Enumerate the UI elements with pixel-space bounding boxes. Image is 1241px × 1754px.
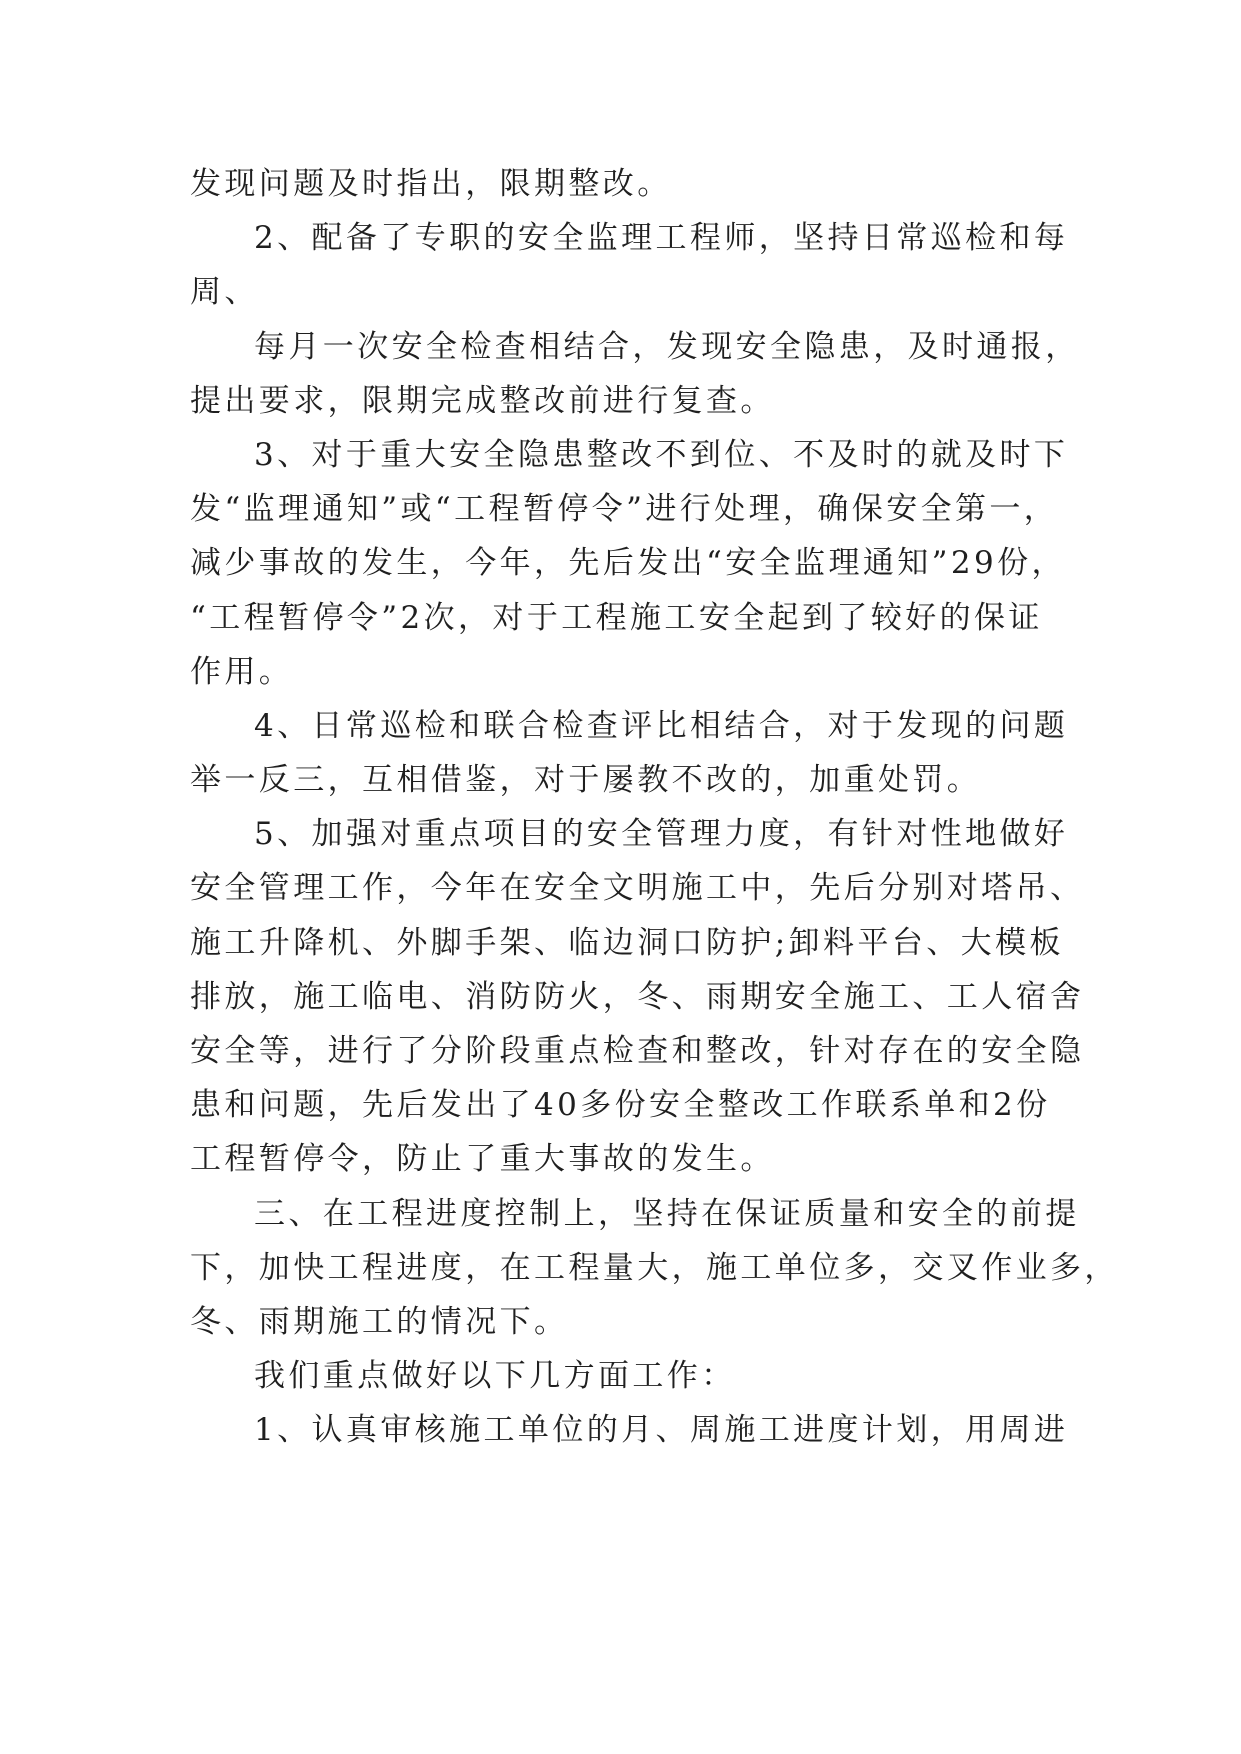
text-line: 工程暂停令，防止了重大事故的发生。 <box>190 1141 775 1178</box>
text-line: 患和问题，先后发出了40多份安全整改工作联系单和2份 <box>190 1087 1051 1124</box>
text-line: 发“监理通知”或“工程暂停令”进行处理，确保安全第一， <box>190 491 1059 528</box>
text-line: 排放，施工临电、消防防火，冬、雨期安全施工、工人宿舍 <box>190 978 1085 1015</box>
text-line: 5、加强对重点项目的安全管理力度，有针对性地做好 <box>254 816 1069 853</box>
text-line: 4、日常巡检和联合检查评比相结合，对于发现的问题 <box>254 707 1069 744</box>
text-line: 作用。 <box>190 653 294 690</box>
text-line: 1、认真审核施工单位的月、周施工进度计划，用周进 <box>254 1412 1069 1449</box>
text-line: 安全管理工作，今年在安全文明施工中，先后分别对塔吊、 <box>190 870 1085 907</box>
text-line: 我们重点做好以下几方面工作： <box>254 1358 736 1395</box>
text-line: 减少事故的发生，今年，先后发出“安全监理通知”29份， <box>190 545 1066 582</box>
text-line: 发现问题及时指出，限期整改。 <box>190 166 672 202</box>
text-line: 施工升降机、外脚手架、临边洞口防护;卸料平台、大模板 <box>190 924 1064 961</box>
text-line: 三、在工程进度控制上，坚持在保证质量和安全的前提 <box>254 1195 1080 1232</box>
text-line: 安全等，进行了分阶段重点检查和整改，针对存在的安全隐 <box>190 1033 1085 1069</box>
text-line: 举一反三，互相借鉴，对于屡教不改的，加重处罚。 <box>190 762 982 799</box>
text-line: 提出要求，限期完成整改前进行复查。 <box>190 382 775 419</box>
text-line: “工程暂停令”2次，对于工程施工安全起到了较好的保证 <box>190 599 1043 636</box>
document-body <box>190 157 1119 1458</box>
text-line: 周、 <box>190 274 259 311</box>
text-line: 每月一次安全检查相结合，发现安全隐患，及时通报， <box>254 328 1080 365</box>
text-line: 2、配备了专职的安全监理工程师，坚持日常巡检和每 <box>254 220 1069 257</box>
text-line: 冬、雨期施工的情况下。 <box>190 1303 569 1340</box>
text-line: 3、对于重大安全隐患整改不到位、不及时的就及时下 <box>254 436 1069 473</box>
text-line: 下，加快工程进度，在工程量大，施工单位多，交叉作业多， <box>190 1249 1119 1286</box>
